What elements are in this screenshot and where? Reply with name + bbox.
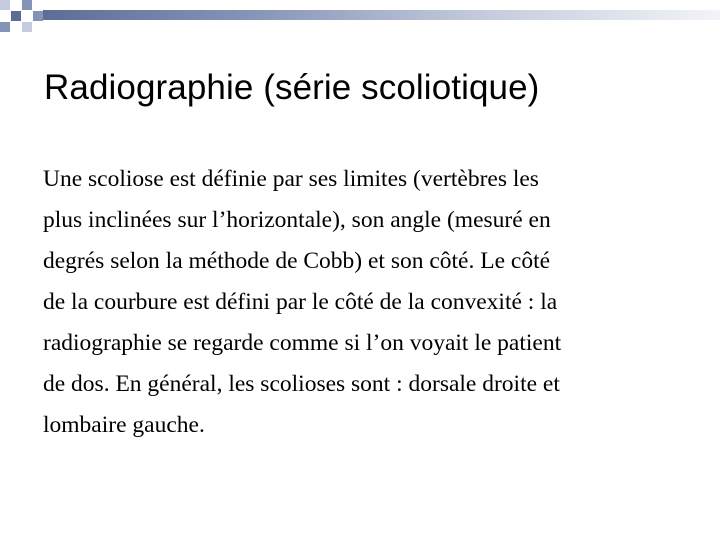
decor-gradient-bar <box>43 10 720 20</box>
decor-square <box>22 0 32 10</box>
body-line: de dos. En général, les scolioses sont : dorsale droite et <box>43 371 560 397</box>
decor-square <box>0 0 10 10</box>
body-line: Une scoliose est définie par ses limites (vertèbres les <box>43 166 539 192</box>
decor-square <box>33 11 43 21</box>
body-line: de la courbure est défini par le côté de la convexité : la <box>43 289 558 315</box>
header-decoration <box>0 0 720 40</box>
slide-title: Radiographie (série scoliotique) <box>44 68 540 107</box>
body-line: radiographie se regarde comme si l’on voyait le patient <box>43 330 562 356</box>
body-line: lombaire gauche. <box>43 412 205 438</box>
decor-square <box>22 22 32 32</box>
body-line: degrés selon la méthode de Cobb) et son côté. Le côté <box>43 248 551 274</box>
decor-square <box>11 11 21 21</box>
body-line: plus inclinées sur l’horizontale), son angle (mesuré en <box>43 207 551 233</box>
decor-square <box>0 22 10 32</box>
slide-body-text <box>43 159 673 446</box>
